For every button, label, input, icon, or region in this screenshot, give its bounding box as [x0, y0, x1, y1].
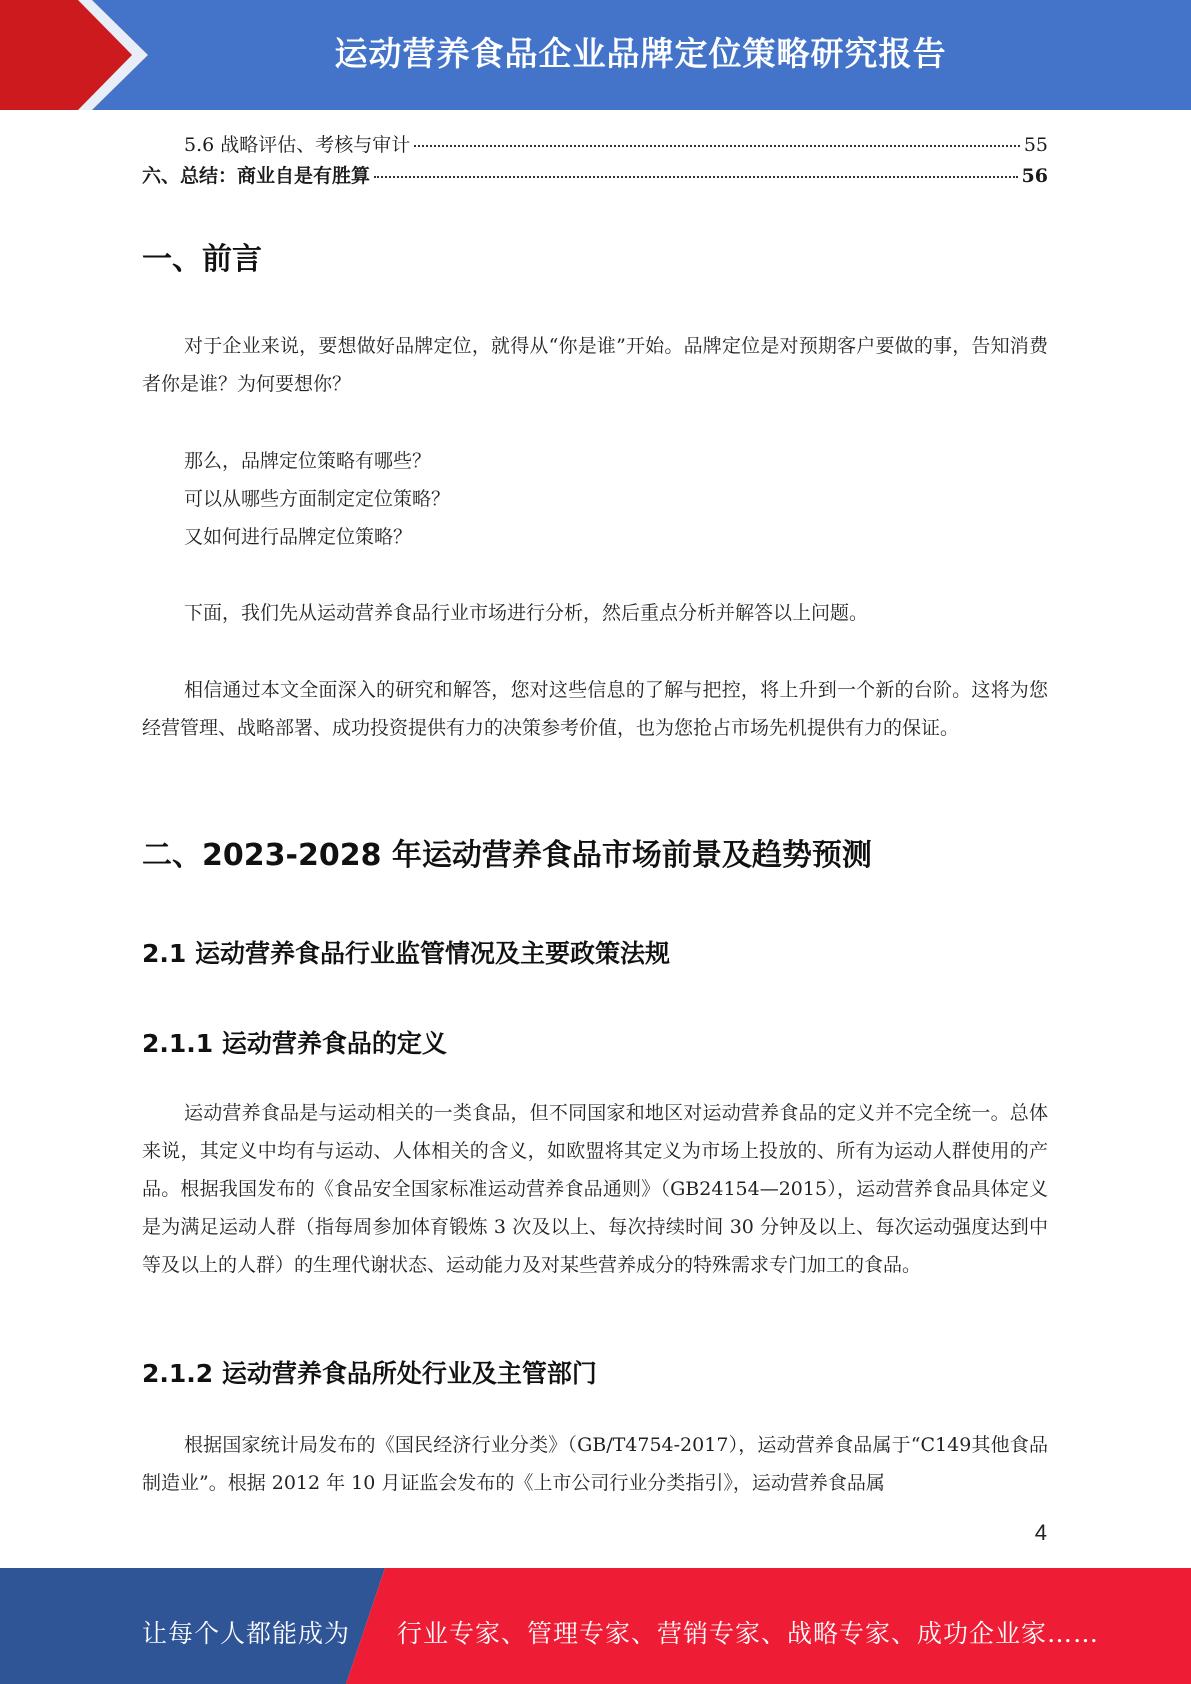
- section-heading-market-outlook: 二、2023-2028 年运动营养食品市场前景及趋势预测: [142, 838, 872, 873]
- preface-paragraph-3: 相信通过本文全面深入的研究和解答，您对这些信息的了解与把控，将上升到一个新的台阶。这将为您经营管理、战略部署、成功投资提供有力的决策参考价值，也为您抢占市场先机提供有力的保证。: [142, 679, 1048, 739]
- toc-label: 六、总结：商业自是有胜算: [142, 165, 371, 187]
- subsection-heading-2-1: 2.1 运动营养食品行业监管情况及主要政策法规: [142, 939, 670, 968]
- toc-row[interactable]: [142, 161, 1048, 188]
- toc-leader: [414, 145, 1020, 147]
- toc-label: 5.6 战略评估、考核与审计: [184, 134, 411, 156]
- footer-band: [0, 1568, 1191, 1684]
- header-arrow-decoration: [0, 0, 160, 110]
- report-title: 运动营养食品企业品牌定位策略研究报告: [334, 34, 947, 73]
- preface-paragraph-1: 对于企业来说，要想做好品牌定位，就得从“你是谁”开始。品牌定位是对预期客户要做的事，告知消费者你是谁？为何要想你？: [142, 335, 1048, 395]
- question-line: 可以从哪些方面制定定位策略？: [184, 488, 451, 510]
- subsection-heading-2-1-1: 2.1.1 运动营养食品的定义: [142, 1029, 447, 1058]
- industry-paragraph: 根据国家统计局发布的《国民经济行业分类》（GB/T4754-2017），运动营养食品属于“C149其他食品制造业”。根据 2012 年 10 月证监会发布的《上市公司行业分类指引》，运动营养食品属: [142, 1434, 1048, 1494]
- footer-slogan-left: 让每个人都能成为: [142, 1619, 351, 1648]
- footer-slogan-right: 行业专家、管理专家、营销专家、战略专家、成功企业家……: [397, 1619, 1100, 1648]
- header-band: [0, 0, 1191, 110]
- subsection-heading-2-1-2: 2.1.2 运动营养食品所处行业及主管部门: [142, 1359, 597, 1388]
- toc-page: 56: [1021, 165, 1048, 187]
- toc-page: 55: [1023, 134, 1048, 156]
- toc-leader: [374, 176, 1018, 178]
- definition-paragraph: 运动营养食品是与运动相关的一类食品，但不同国家和地区对运动营养食品的定义并不完全统一。总体来说，其定义中均有与运动、人体相关的含义，如欧盟将其定义为市场上投放的、所有为运动人群使用的产品。根据我国发布的《食品安全国家标准运动营养食品通则》（GB24154—2015），运动营养食品具体定义是为满足运动人群（指每周参加体育锻炼 3 次及以上、每次持续时间 30 分钟及以上、每次运动强度达到中等及以上的人群）的生理代谢状态、运动能力及对某些营养成分的特殊需求专门加工的食品。: [142, 1102, 1048, 1276]
- section-heading-preface: 一、前言: [142, 242, 262, 277]
- toc-row[interactable]: [184, 130, 1048, 157]
- question-line: 又如何进行品牌定位策略？: [184, 526, 413, 548]
- question-line: 那么，品牌定位策略有哪些？: [184, 450, 432, 472]
- page-number: 4: [1034, 1520, 1047, 1545]
- preface-paragraph-2: 下面，我们先从运动营养食品行业市场进行分析，然后重点分析并解答以上问题。: [184, 602, 869, 624]
